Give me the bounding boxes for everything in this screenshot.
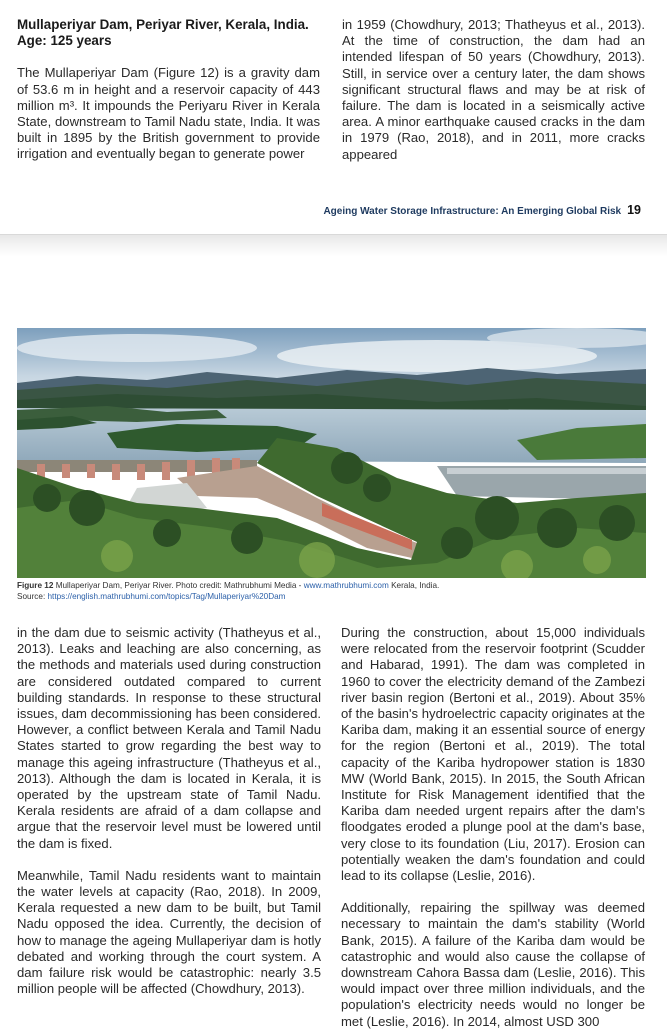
bottom-right-column	[341, 625, 645, 1030]
bottom-left-paragraph-1: in the dam due to seismic activity (Thatheyus et al., 2013). Leaks and leaching are also concerning, as the methods and materials used during construction are considered outdated compared to current building standards. In response to these structural issues, dam decommissioning has been considered. However, a conflict between Kerala and Tamil Nadu States started to grow regarding the best way to manage this ageing infrastructure (Thatheyus et al., 2013). Although the dam is located in Kerala, it is operated by the upstream state of Tamil Nadu. Kerala residents are afraid of a dam collapse and argue that the reservoir level must be lowered until the dam is fixed.	[17, 625, 321, 851]
top-left-paragraph: The Mullaperiyar Dam (Figure 12) is a gravity dam of 53.6 m in height and a reservoir capacity of 443 million m³. It impounds the Periyaru River in Kerala State, downstream to Tamil Nadu state, India. It was built in 1895 by the British government to provide irrigation and eventually began to generate power	[17, 65, 320, 162]
caption-text: Mullaperiyar Dam, Periyar River. Photo credit: Mathrubhumi Media -	[55, 581, 302, 590]
footer-title: Ageing Water Storage Infrastructure: An Emerging Global Risk	[323, 206, 622, 217]
figure-caption	[17, 580, 646, 602]
figure-label: Figure 12	[17, 581, 54, 590]
dam-photo	[17, 328, 646, 578]
top-right-paragraph: in 1959 (Chowdhury, 2013; Thatheyus et al., 2013). At the time of construction, the dam had an intended lifespan of 50 years (Chowdhury, 2013). Still, in service over a century later, the dam shows significant structural flaws and may be at risk of failure. The dam is located in a seismically active area. A minor earthquake caused cracks in the dam in 1979 (Rao, 2018), and in 2011, more cracks appeared	[342, 17, 645, 162]
bottom-right-paragraph-1: During the construction, about 15,000 individuals were relocated from the reservoir footprint (Scudder and Habarad, 1991). The dam was completed in 1960 to cover the electricity demand of the Zambezi river basin region (Bertoni et al., 2019). About 35% of the basin's hydroelectric capacity originates at the Kariba dam, making it an essential source of energy for the region (Bertoni et al., 2019). The total capacity of the Kariba hydropower station is 1830 MW (World Bank, 2015). In 2015, the South African Institute for Risk Management identified that the Kariba dam needed urgent repairs after the dam's floodgates eroded a plunge pool at the dam's base, very close to its foundation (Liu, 2017). Erosion can potentially weaken the dam's foundation and could lead to its collapse (Leslie, 2016).	[341, 625, 645, 884]
caption-tail: Kerala, India.	[391, 581, 440, 590]
credit-link[interactable]: www.mathrubhumi.com	[303, 581, 389, 590]
source-label: Source:	[17, 592, 46, 601]
bottom-left-column	[17, 625, 321, 997]
dam-heading: Mullaperiyar Dam, Periyar River, Kerala, India. Age: 125 years	[17, 17, 309, 49]
bottom-left-paragraph-2: Meanwhile, Tamil Nadu residents want to maintain the water levels at capacity (Rao, 2018). In 2009, Kerala requested a new dam to be built, but Tamil Nadu opposed the idea. Currently, the decision of how to manage the ageing Mullaperiyar dam is hotly debated and working through the court system. A dam failure risk would be catastrophic: nearly 3.5 million people will be affected (Chowdhury, 2013).	[17, 867, 321, 997]
page-19-bottom	[0, 0, 667, 234]
bottom-right-paragraph-2: Additionally, repairing the spillway was deemed necessary to maintain the dam's stability (World Bank, 2015). A failure of the Kariba dam would be catastrophic and would also cause the collapse of downstream Cahora Bassa dam (Leslie, 2016). This would impact over three million individuals, and the population's electricity needs would no longer be met (Leslie, 2016). In 2014, almost USD 300	[341, 900, 645, 1029]
page-footer	[323, 203, 641, 217]
page-separator	[0, 234, 667, 257]
source-link[interactable]: https://english.mathrubhumi.com/topics/Tag/Mullaperiyar%20Dam	[47, 592, 286, 601]
top-right-column	[342, 17, 645, 163]
page-number: 19	[627, 203, 641, 217]
top-left-column	[17, 17, 320, 163]
